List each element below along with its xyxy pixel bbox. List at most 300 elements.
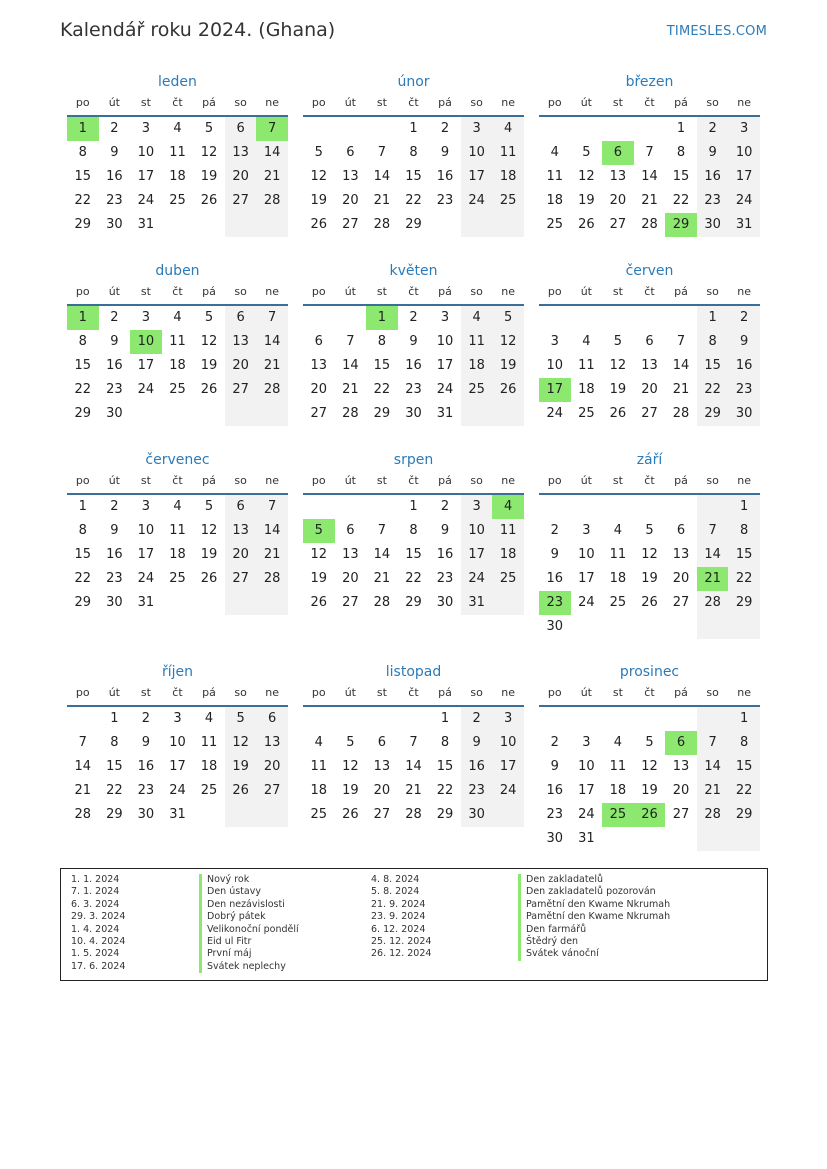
day-cell: 28 xyxy=(256,567,288,591)
day-cell: 10 xyxy=(137,523,155,538)
day-cell: 7 xyxy=(676,334,686,349)
weekday-label: so xyxy=(706,474,719,487)
day-cell: 13 xyxy=(373,759,391,774)
weekday-header xyxy=(67,93,288,117)
day-cell: 1 xyxy=(110,711,119,726)
day-cell: 21 xyxy=(672,382,690,397)
weekday-label: po xyxy=(311,686,326,699)
empty-cell xyxy=(162,591,194,615)
day-cell: 17 xyxy=(137,358,155,373)
day-cell: 11 xyxy=(169,145,186,160)
day-cell: 10 xyxy=(578,759,595,774)
day-cell: 10 xyxy=(137,145,155,160)
weekday-label: ne xyxy=(737,686,752,699)
day-cell: 6 xyxy=(256,707,288,731)
empty-cell xyxy=(67,707,99,731)
weekday-label: út xyxy=(108,96,120,109)
day-cell: 3 xyxy=(141,121,151,136)
brand-link[interactable]: TIMESLES.COM xyxy=(666,24,767,39)
day-cell: 12 xyxy=(200,523,218,538)
day-cell: 12 xyxy=(641,759,658,774)
day-cell: 7 xyxy=(256,117,288,141)
day-cell: 3 xyxy=(728,117,760,141)
day-cell: 18 xyxy=(578,382,595,397)
day-cell: 15 xyxy=(436,759,454,774)
legend-holiday-date: 7. 1. 2024 xyxy=(71,886,120,898)
empty-cell xyxy=(634,707,666,731)
day-cell: 31 xyxy=(137,595,155,610)
day-cell: 11 xyxy=(492,141,524,165)
day-cell: 2 xyxy=(440,499,450,514)
day-cell: 18 xyxy=(546,193,564,208)
day-grid xyxy=(303,117,524,237)
day-cell: 2 xyxy=(110,121,119,136)
day-cell: 14 xyxy=(641,169,658,184)
day-cell: 7 xyxy=(346,334,355,349)
day-cell: 26 xyxy=(578,217,595,232)
day-cell: 30 xyxy=(106,217,123,232)
weekday-label: po xyxy=(311,285,326,298)
day-cell: 28 xyxy=(672,406,690,421)
day-cell: 7 xyxy=(697,731,729,755)
day-cell: 2 xyxy=(409,310,418,325)
weekday-label: pá xyxy=(202,96,216,109)
legend-holiday-date: 1. 1. 2024 xyxy=(71,874,120,885)
day-cell: 23 xyxy=(461,779,493,803)
day-cell: 18 xyxy=(169,358,186,373)
empty-cell xyxy=(225,402,257,426)
month-name: únor xyxy=(397,74,430,90)
day-cell: 28 xyxy=(405,807,422,822)
weekday-label: ne xyxy=(501,474,516,487)
weekday-label: so xyxy=(470,285,483,298)
day-cell: 6 xyxy=(676,523,686,538)
weekday-label: út xyxy=(580,96,592,109)
day-cell: 26 xyxy=(200,382,218,397)
day-cell: 7 xyxy=(256,495,288,519)
day-cell: 11 xyxy=(492,519,524,543)
day-cell: 26 xyxy=(609,406,627,421)
day-cell: 19 xyxy=(342,783,359,798)
weekday-label: pá xyxy=(674,96,688,109)
legend-holiday-name: První máj xyxy=(199,948,299,960)
month-1 xyxy=(67,71,288,237)
day-cell: 1 xyxy=(366,306,398,330)
weekday-label: čt xyxy=(408,474,419,487)
day-cell: 24 xyxy=(461,189,493,213)
day-cell: 6 xyxy=(225,306,257,330)
day-cell: 10 xyxy=(578,547,595,562)
day-cell: 23 xyxy=(436,571,454,586)
day-cell: 5 xyxy=(204,499,214,514)
weekday-label: st xyxy=(376,474,387,487)
legend-holiday-date: 4. 8. 2024 xyxy=(371,874,420,885)
legend-holiday-date: 23. 9. 2024 xyxy=(371,911,426,923)
day-cell: 24 xyxy=(137,193,155,208)
empty-cell xyxy=(634,495,666,519)
day-cell: 9 xyxy=(461,731,493,755)
legend-holiday-date: 6. 3. 2024 xyxy=(71,898,120,910)
page-title: Kalendář roku 2024. (Ghana) xyxy=(60,19,336,41)
day-cell: 7 xyxy=(78,735,87,750)
day-cell: 25 xyxy=(492,567,524,591)
day-cell: 9 xyxy=(110,334,119,349)
day-cell: 22 xyxy=(697,378,729,402)
day-cell: 20 xyxy=(225,165,257,189)
day-cell: 2 xyxy=(461,707,493,731)
day-cell: 21 xyxy=(697,567,729,591)
day-cell: 3 xyxy=(173,711,182,726)
weekday-label: čt xyxy=(172,285,183,298)
day-cell: 4 xyxy=(314,735,323,750)
day-cell: 14 xyxy=(256,141,288,165)
day-grid xyxy=(67,306,288,426)
day-cell: 17 xyxy=(728,165,760,189)
weekday-label: út xyxy=(344,474,356,487)
day-cell: 3 xyxy=(550,334,559,349)
day-cell: 25 xyxy=(169,571,186,586)
day-cell: 24 xyxy=(492,779,524,803)
weekday-label: po xyxy=(547,474,562,487)
day-cell: 26 xyxy=(225,779,257,803)
day-grid xyxy=(539,707,760,851)
day-cell: 6 xyxy=(346,523,355,538)
day-cell: 8 xyxy=(728,731,760,755)
empty-cell xyxy=(665,495,697,519)
month-name: březen xyxy=(625,74,674,90)
day-cell: 27 xyxy=(641,406,658,421)
empty-cell xyxy=(130,402,162,426)
month-name: červen xyxy=(625,263,674,279)
weekday-header xyxy=(67,282,288,306)
day-cell: 10 xyxy=(546,358,564,373)
day-cell: 16 xyxy=(546,571,564,586)
empty-cell xyxy=(492,213,524,237)
weekday-label: so xyxy=(234,686,247,699)
day-cell: 13 xyxy=(672,759,690,774)
day-cell: 4 xyxy=(613,523,623,538)
day-cell: 19 xyxy=(609,382,627,397)
day-cell: 9 xyxy=(728,330,760,354)
day-cell: 17 xyxy=(492,755,524,779)
day-cell: 23 xyxy=(106,193,123,208)
weekday-label: ne xyxy=(501,96,516,109)
day-cell: 8 xyxy=(78,523,87,538)
day-cell: 3 xyxy=(440,310,450,325)
day-cell: 5 xyxy=(645,523,654,538)
day-cell: 1 xyxy=(676,121,686,136)
day-cell: 13 xyxy=(342,169,359,184)
empty-cell xyxy=(335,306,367,330)
day-cell: 23 xyxy=(546,807,564,822)
day-cell: 26 xyxy=(634,803,666,827)
day-cell: 9 xyxy=(550,547,559,562)
day-cell: 27 xyxy=(310,406,328,421)
day-cell: 3 xyxy=(461,495,493,519)
weekday-label: čt xyxy=(408,686,419,699)
day-cell: 12 xyxy=(200,145,218,160)
legend-right-names xyxy=(518,874,670,961)
weekday-label: po xyxy=(75,96,90,109)
day-cell: 22 xyxy=(74,571,92,586)
empty-cell xyxy=(492,402,524,426)
weekday-label: po xyxy=(547,285,562,298)
day-cell: 28 xyxy=(697,803,729,827)
weekday-label: ne xyxy=(265,285,280,298)
day-cell: 15 xyxy=(728,543,760,567)
day-cell: 23 xyxy=(728,378,760,402)
legend-holiday-date: 1. 4. 2024 xyxy=(71,923,120,935)
weekday-label: ne xyxy=(265,686,280,699)
weekday-label: čt xyxy=(644,686,655,699)
empty-cell xyxy=(571,306,603,330)
day-cell: 11 xyxy=(546,169,564,184)
day-cell: 21 xyxy=(256,165,288,189)
day-cell: 29 xyxy=(74,406,92,421)
legend-holiday-name: Svátek vánoční xyxy=(518,948,670,960)
empty-cell xyxy=(602,615,634,639)
empty-cell xyxy=(634,827,666,851)
weekday-label: st xyxy=(376,285,387,298)
day-cell: 25 xyxy=(169,382,186,397)
empty-cell xyxy=(602,707,634,731)
day-cell: 2 xyxy=(728,306,760,330)
day-cell: 18 xyxy=(609,783,627,798)
weekday-header xyxy=(303,471,524,495)
day-grid xyxy=(303,707,524,827)
weekday-label: pá xyxy=(202,686,216,699)
day-cell: 24 xyxy=(578,807,595,822)
day-cell: 9 xyxy=(141,735,151,750)
day-cell: 17 xyxy=(539,378,571,402)
weekday-header xyxy=(539,471,760,495)
day-cell: 23 xyxy=(106,382,123,397)
month-name: srpen xyxy=(393,452,434,468)
day-grid xyxy=(67,117,288,237)
weekday-label: po xyxy=(75,686,90,699)
day-cell: 1 xyxy=(728,707,760,731)
day-cell: 1 xyxy=(67,117,99,141)
weekday-label: po xyxy=(547,96,562,109)
day-cell: 29 xyxy=(405,595,422,610)
month-name: září xyxy=(636,452,663,468)
day-cell: 6 xyxy=(225,117,257,141)
weekday-label: út xyxy=(108,285,120,298)
weekday-label: pá xyxy=(438,686,452,699)
day-cell: 1 xyxy=(440,711,450,726)
day-cell: 18 xyxy=(492,543,524,567)
day-cell: 31 xyxy=(137,217,155,232)
day-cell: 8 xyxy=(676,145,686,160)
legend-holiday-name: Nový rok xyxy=(199,874,299,886)
day-grid xyxy=(539,306,760,426)
day-cell: 12 xyxy=(578,169,595,184)
day-cell: 10 xyxy=(169,735,186,750)
day-cell: 13 xyxy=(225,330,257,354)
weekday-label: pá xyxy=(438,474,452,487)
weekday-header xyxy=(303,282,524,306)
day-cell: 14 xyxy=(74,759,92,774)
day-cell: 25 xyxy=(609,595,627,610)
weekday-label: pá xyxy=(202,474,216,487)
day-cell: 8 xyxy=(110,735,119,750)
empty-cell xyxy=(193,402,225,426)
day-cell: 6 xyxy=(665,731,697,755)
day-cell: 20 xyxy=(225,543,257,567)
day-cell: 22 xyxy=(74,193,92,208)
day-cell: 19 xyxy=(578,193,595,208)
empty-cell xyxy=(697,827,729,851)
empty-cell xyxy=(461,402,493,426)
day-cell: 20 xyxy=(256,755,288,779)
day-cell: 24 xyxy=(461,567,493,591)
weekday-label: st xyxy=(612,96,623,109)
day-cell: 13 xyxy=(225,141,257,165)
weekday-label: st xyxy=(376,686,387,699)
day-cell: 18 xyxy=(492,165,524,189)
weekday-label: út xyxy=(108,474,120,487)
legend-holiday-name: Velikonoční pondělí xyxy=(199,924,299,936)
weekday-label: so xyxy=(470,96,483,109)
day-cell: 8 xyxy=(78,334,87,349)
empty-cell xyxy=(492,803,524,827)
legend-holiday-name: Štědrý den xyxy=(518,936,670,948)
empty-cell xyxy=(335,707,367,731)
day-cell: 10 xyxy=(728,141,760,165)
day-cell: 6 xyxy=(314,334,323,349)
empty-cell xyxy=(335,495,367,519)
day-cell: 31 xyxy=(578,831,595,846)
day-cell: 29 xyxy=(106,807,123,822)
weekday-label: pá xyxy=(674,285,688,298)
day-cell: 15 xyxy=(106,759,123,774)
day-cell: 27 xyxy=(342,595,359,610)
legend-holiday-name: Svátek neplechy xyxy=(199,961,299,973)
day-cell: 14 xyxy=(697,543,729,567)
weekday-header xyxy=(67,683,288,707)
day-cell: 24 xyxy=(728,189,760,213)
day-cell: 25 xyxy=(169,193,186,208)
weekday-label: ne xyxy=(737,474,752,487)
day-cell: 15 xyxy=(74,169,92,184)
day-cell: 24 xyxy=(436,382,454,397)
day-cell: 28 xyxy=(256,189,288,213)
day-cell: 11 xyxy=(461,330,493,354)
day-cell: 14 xyxy=(373,169,391,184)
day-cell: 22 xyxy=(728,567,760,591)
day-cell: 13 xyxy=(609,169,627,184)
empty-cell xyxy=(728,827,760,851)
day-cell: 25 xyxy=(200,783,218,798)
day-cell: 19 xyxy=(225,755,257,779)
empty-cell xyxy=(697,615,729,639)
day-cell: 16 xyxy=(106,358,123,373)
day-cell: 2 xyxy=(697,117,729,141)
empty-cell xyxy=(303,117,335,141)
day-cell: 25 xyxy=(546,217,564,232)
day-cell: 15 xyxy=(672,169,690,184)
weekday-label: út xyxy=(108,686,120,699)
day-cell: 13 xyxy=(641,358,658,373)
day-cell: 4 xyxy=(173,499,182,514)
legend-holiday-date: 6. 12. 2024 xyxy=(371,923,426,935)
empty-cell xyxy=(665,827,697,851)
empty-cell xyxy=(602,117,634,141)
day-cell: 6 xyxy=(602,141,634,165)
day-cell: 24 xyxy=(169,783,186,798)
weekday-label: so xyxy=(234,96,247,109)
day-cell: 7 xyxy=(409,735,418,750)
legend-holiday-name: Eid ul Fitr xyxy=(199,936,299,948)
day-cell: 31 xyxy=(169,807,186,822)
day-grid xyxy=(303,306,524,426)
weekday-label: pá xyxy=(438,96,452,109)
day-cell: 13 xyxy=(342,547,359,562)
day-cell: 26 xyxy=(200,571,218,586)
day-cell: 4 xyxy=(173,310,182,325)
day-cell: 10 xyxy=(492,731,524,755)
day-cell: 26 xyxy=(200,193,218,208)
day-cell: 3 xyxy=(141,499,151,514)
day-cell: 19 xyxy=(200,169,218,184)
day-cell: 9 xyxy=(550,759,559,774)
day-cell: 20 xyxy=(342,571,359,586)
day-cell: 29 xyxy=(728,591,760,615)
day-cell: 16 xyxy=(405,358,422,373)
day-cell: 30 xyxy=(106,406,123,421)
day-cell: 10 xyxy=(130,330,162,354)
empty-cell xyxy=(256,402,288,426)
weekday-label: út xyxy=(344,96,356,109)
month-name: leden xyxy=(158,74,197,90)
day-cell: 18 xyxy=(310,783,328,798)
day-cell: 22 xyxy=(728,779,760,803)
day-cell: 31 xyxy=(436,406,454,421)
day-cell: 26 xyxy=(310,595,328,610)
weekday-header xyxy=(539,683,760,707)
empty-cell xyxy=(303,495,335,519)
day-cell: 15 xyxy=(697,354,729,378)
empty-cell xyxy=(225,591,257,615)
day-cell: 16 xyxy=(137,759,155,774)
day-cell: 11 xyxy=(310,759,328,774)
day-cell: 19 xyxy=(492,354,524,378)
day-cell: 29 xyxy=(405,217,422,232)
day-cell: 25 xyxy=(310,807,328,822)
day-cell: 26 xyxy=(342,807,359,822)
day-cell: 6 xyxy=(346,145,355,160)
day-cell: 1 xyxy=(697,306,729,330)
day-cell: 27 xyxy=(342,217,359,232)
weekday-header xyxy=(67,471,288,495)
legend-holiday-name: Pamětní den Kwame Nkrumah xyxy=(518,899,670,911)
day-cell: 8 xyxy=(697,330,729,354)
empty-cell xyxy=(256,213,288,237)
day-cell: 16 xyxy=(728,354,760,378)
legend-holiday-date: 26. 12. 2024 xyxy=(371,948,432,960)
empty-cell xyxy=(225,213,257,237)
day-cell: 12 xyxy=(200,334,218,349)
day-cell: 28 xyxy=(697,591,729,615)
empty-cell xyxy=(162,402,194,426)
day-cell: 10 xyxy=(461,141,493,165)
day-cell: 21 xyxy=(256,354,288,378)
empty-cell xyxy=(539,707,571,731)
day-cell: 26 xyxy=(310,217,328,232)
day-cell: 12 xyxy=(310,547,328,562)
day-cell: 25 xyxy=(492,189,524,213)
day-cell: 1 xyxy=(409,121,418,136)
